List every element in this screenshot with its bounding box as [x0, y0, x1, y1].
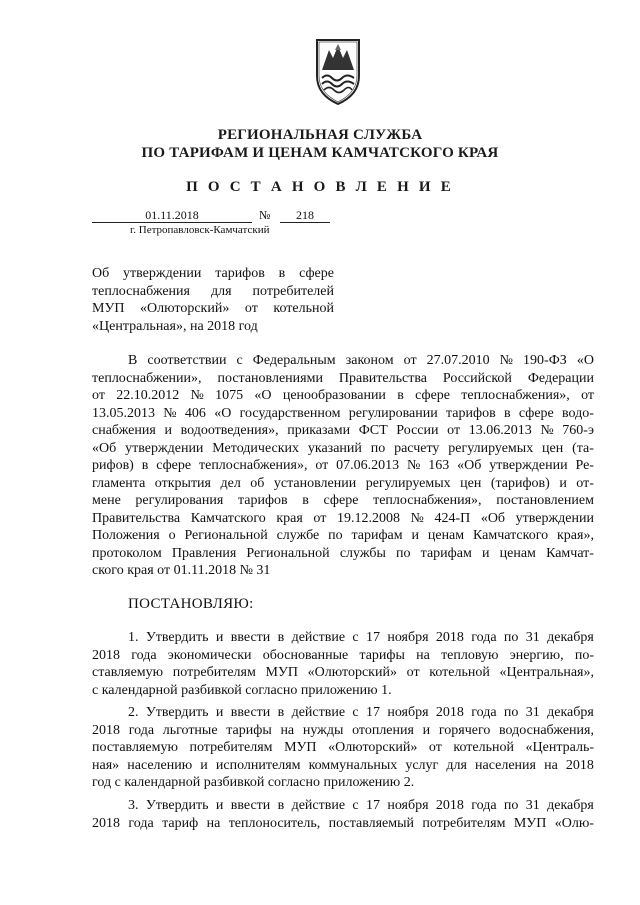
word: сфере [323, 493, 359, 508]
word: по [503, 630, 519, 645]
word: приказами [287, 423, 351, 438]
word: с [352, 705, 359, 720]
word: и [215, 705, 224, 720]
word: и [422, 722, 431, 738]
text-line [92, 739, 594, 757]
word: указаний [307, 440, 362, 456]
word: 17 [365, 798, 380, 813]
word: тарифам [351, 528, 403, 543]
word: «Центральная», [499, 665, 594, 680]
decree-item-3 [92, 797, 594, 832]
word: Камчатского [473, 528, 549, 543]
word: теплоноситель, [228, 815, 321, 831]
word: водоотведения», [180, 423, 279, 438]
word: в [397, 388, 404, 403]
word: сфере [415, 388, 451, 403]
word: Правительства [338, 370, 427, 386]
word: 424-П [434, 510, 471, 526]
word: № [540, 423, 554, 438]
word: ноября [387, 798, 429, 813]
text-line [92, 265, 334, 283]
word: водо- [562, 405, 594, 421]
word: населения [475, 757, 536, 773]
text-line [92, 457, 594, 475]
word: по- [574, 647, 594, 663]
word: цен [542, 440, 564, 456]
word: 31 [525, 630, 540, 645]
word: снабжения [92, 423, 156, 438]
word: потребителям [172, 665, 256, 680]
word: края [276, 510, 303, 526]
word: по [503, 705, 519, 720]
word: ввести [230, 798, 271, 813]
word: № [499, 353, 514, 368]
decree-word: ПОСТАНОВЛЯЮ: [128, 596, 254, 612]
text-line [92, 545, 594, 563]
decree-item-1 [92, 629, 594, 699]
word: и [559, 475, 567, 491]
preamble-paragraph [92, 352, 594, 580]
text-line [92, 704, 594, 722]
word: утверждении [489, 458, 568, 473]
word: Региональной [184, 528, 268, 543]
word: Федеральным [252, 353, 336, 368]
org-name-line-2: ПО ТАРИФАМ И ЦЕНАМ КАМЧАТСКОГО КРАЯ [141, 145, 499, 161]
word: Камчат- [546, 545, 594, 561]
word: «Об [92, 440, 117, 456]
word: действие [291, 798, 346, 813]
word: и [481, 545, 490, 561]
word: 17 [365, 630, 380, 645]
text-line: «Центральная», на 2018 год [92, 318, 258, 334]
word: дел [220, 475, 241, 491]
word: «О [214, 405, 232, 421]
text-line [92, 300, 334, 318]
word: и [411, 528, 419, 543]
word: ФСТ [358, 423, 388, 438]
word: в [277, 630, 285, 645]
word: декабря [547, 798, 594, 813]
word: Утвердить [145, 630, 209, 645]
word: 1075 [215, 388, 244, 403]
word: в [302, 493, 309, 508]
text-line [92, 283, 334, 301]
word: 2018 [92, 647, 120, 663]
word: тарифов [215, 266, 265, 281]
word: «Олю- [554, 815, 594, 831]
word: 163 [428, 458, 450, 473]
word: 2018 [435, 798, 464, 813]
word: установлении [273, 475, 357, 491]
word: Федерации [527, 370, 594, 386]
number-sign: № [259, 208, 271, 222]
word: в [141, 458, 149, 473]
word: года [471, 798, 497, 813]
word: от [447, 423, 461, 438]
word: России [396, 423, 439, 438]
word: расчету [394, 440, 440, 456]
word: 2018 [435, 705, 464, 720]
word: и [200, 757, 208, 773]
word: 2018 [92, 722, 120, 738]
word: о [168, 528, 176, 543]
word: с [352, 798, 359, 813]
word: постановлением [496, 493, 594, 508]
word: 31 [525, 705, 540, 720]
word: ноября [387, 630, 429, 645]
word: регулирования [135, 493, 224, 508]
word: года [128, 722, 155, 738]
word: с [352, 630, 359, 645]
document-city: г. Петропавловск-Камчатский [130, 224, 270, 236]
word: и [215, 798, 224, 813]
word: от- [576, 475, 594, 491]
word: № [407, 458, 421, 473]
word: потребителям [422, 815, 506, 831]
text-line [92, 475, 594, 493]
word: услуг [405, 757, 439, 773]
word: Положения [92, 528, 160, 543]
word: энергию, [509, 647, 564, 663]
word: и [215, 630, 224, 645]
text-line [92, 492, 594, 510]
word: на [206, 815, 221, 831]
word: регулировании [348, 405, 438, 421]
word: теплоснабжения», [373, 493, 482, 508]
word: населению [127, 757, 193, 773]
org-name-line-1: РЕГИОНАЛЬНАЯ СЛУЖБА [217, 127, 423, 143]
word: 19.12.2008 [336, 510, 400, 526]
word: горячего [438, 722, 491, 738]
word: действие [291, 630, 346, 645]
word: МУП [92, 301, 125, 316]
text-line: ского края от 01.11.2018 № 31 [92, 563, 271, 578]
word: утверждении [123, 266, 202, 281]
word: ноября [387, 705, 429, 720]
text-line [92, 422, 594, 440]
word: сфере [518, 405, 554, 421]
text-line [92, 722, 594, 740]
word: 3. [128, 798, 139, 813]
kamchatka-coat-of-arms-icon [313, 36, 363, 106]
word: в [278, 266, 286, 281]
word: по [396, 545, 411, 561]
word: края», [557, 528, 594, 543]
word: тарифов [237, 493, 288, 508]
word: ная» [92, 757, 120, 773]
word: поставляемую [92, 740, 178, 755]
text-line: год с календарной разбивкой согласно приложению 2. [92, 775, 415, 790]
word: «Олюторский» [140, 301, 230, 316]
word: льготные [162, 722, 218, 738]
word: на [544, 757, 558, 773]
word: года [128, 815, 154, 831]
word: для [210, 283, 232, 299]
text-line [92, 757, 594, 775]
word: нужды [302, 722, 344, 738]
word: «Об [457, 458, 482, 473]
word: 1. [128, 630, 139, 645]
word: от [406, 665, 420, 680]
word: от [313, 510, 327, 526]
word: «Об [480, 510, 506, 526]
word: сфере [299, 266, 334, 281]
word: в [503, 405, 511, 421]
word: потребителям [189, 740, 273, 755]
word: ставляемую [92, 665, 164, 680]
word: и [164, 423, 172, 438]
word: коммунальных [308, 757, 398, 773]
word: ввести [230, 705, 271, 720]
word: теплоснабжения [92, 283, 190, 299]
word: потребителей [252, 283, 334, 299]
word: Правительства [92, 510, 181, 526]
word: утверждении [125, 440, 204, 456]
word: Камчатского [190, 510, 266, 526]
word: декабря [547, 705, 594, 720]
word: поставляемый [328, 815, 415, 831]
word: «Олюторский» [307, 665, 397, 680]
word: по [370, 440, 386, 456]
decree-item-2 [92, 704, 594, 792]
word: сфере [156, 458, 192, 473]
text-line [92, 440, 594, 458]
text-line [92, 510, 594, 528]
word: гламента [92, 475, 146, 491]
text-line [92, 797, 594, 815]
word: службе [276, 528, 320, 543]
word: от [92, 388, 105, 403]
word: теплоснабжении», [92, 370, 202, 386]
word: соответствии [147, 353, 227, 368]
text-line [92, 352, 594, 370]
word: «О [576, 353, 594, 368]
word: 2. [128, 705, 139, 720]
word: года [471, 705, 497, 720]
text-line [92, 387, 594, 405]
word: 07.06.2013 [336, 458, 400, 473]
word: котельной [273, 301, 334, 316]
word: об [250, 475, 265, 491]
word: Региональной [246, 545, 330, 561]
word: теплоснабжения», [461, 388, 570, 403]
text-line [92, 647, 594, 665]
word: Об [92, 266, 110, 281]
word: 190-ФЗ [523, 353, 567, 368]
word: 760-э [562, 423, 594, 438]
word: тарифы [226, 722, 272, 738]
word: года [471, 630, 497, 645]
word: тарифы [359, 647, 405, 663]
word: от [244, 301, 258, 316]
word: 2018 [435, 630, 464, 645]
word: «О [254, 388, 272, 403]
word: на [416, 647, 430, 663]
text-line [92, 370, 594, 388]
word: действие [291, 705, 346, 720]
word: МУП [265, 665, 298, 680]
word: 13.06.2013 [468, 423, 532, 438]
word: декабря [547, 630, 594, 645]
word: 2018 [92, 815, 120, 831]
word: тарифов [446, 405, 496, 421]
word: Правления [171, 545, 237, 561]
text-line: с календарной разбивкой согласно приложению 1. [92, 682, 392, 698]
text-line [92, 664, 594, 682]
word: ввести [230, 630, 271, 645]
word: тариф [162, 815, 199, 831]
word: постановлениями [217, 370, 323, 386]
word: 22.10.2012 [116, 388, 180, 403]
word: (тарифов) [490, 475, 550, 491]
word: исполнителям [215, 757, 301, 773]
word: ценообразовании [282, 388, 386, 403]
word: экономически [167, 647, 252, 663]
word: от [581, 388, 594, 403]
word: 27.07.2010 [426, 353, 490, 368]
word: котельной [429, 665, 490, 680]
word: В [128, 353, 138, 368]
word: по [328, 528, 343, 543]
word: рифов) [92, 458, 134, 473]
document-number: 218 [280, 208, 330, 223]
word: ценам [427, 528, 465, 543]
word: протоколом [92, 545, 162, 561]
word: службы [339, 545, 386, 561]
word: года [131, 647, 157, 663]
word: № [163, 405, 177, 421]
word: 2018 [565, 757, 594, 773]
document-type: П О С Т А Н О В Л Е Н И Е [186, 179, 454, 195]
word: ценам [499, 545, 536, 561]
word: тепловую [441, 647, 499, 663]
document-subject [92, 265, 334, 335]
word: котельной [453, 740, 514, 755]
word: 31 [525, 798, 540, 813]
word: открытия [154, 475, 211, 491]
word: «Централь- [525, 740, 594, 755]
word: цен [460, 475, 482, 491]
text-line [92, 527, 594, 545]
word: в [277, 798, 285, 813]
word: государственном [239, 405, 341, 421]
word: отопления [352, 722, 414, 738]
word: от [403, 353, 417, 368]
word: Ре- [575, 458, 594, 473]
word: в [277, 705, 285, 720]
word: водоснабжения, [499, 722, 594, 738]
word: с [236, 353, 243, 368]
word: 13.05.2013 [92, 405, 155, 421]
word: по [503, 798, 519, 813]
word: Утвердить [145, 705, 209, 720]
word: 17 [365, 705, 380, 720]
word: на [280, 722, 295, 738]
word: 406 [184, 405, 206, 421]
word: Российской [442, 370, 512, 386]
document-date: 01.11.2018 [92, 208, 252, 223]
word: мене [92, 493, 121, 508]
text-line [92, 629, 594, 647]
word: утверждении [515, 510, 594, 526]
word: законом [345, 353, 394, 368]
text-line [92, 815, 594, 833]
word: для [446, 757, 467, 773]
word: регулируемых [365, 475, 451, 491]
word: МУП [284, 740, 317, 755]
word: регулируемых [448, 440, 534, 456]
word: теплоснабжения», [198, 458, 308, 473]
word: от [428, 740, 442, 755]
word: МУП [513, 815, 547, 831]
word: обоснованные [262, 647, 349, 663]
word: тарифам [420, 545, 472, 561]
word: (та- [572, 440, 594, 456]
word: № [410, 510, 424, 526]
word: от [315, 458, 329, 473]
word: Утвердить [145, 798, 209, 813]
word: «Олюторский» [328, 740, 418, 755]
word: № [190, 388, 204, 403]
word: Методических [212, 440, 300, 456]
text-line [92, 405, 594, 423]
